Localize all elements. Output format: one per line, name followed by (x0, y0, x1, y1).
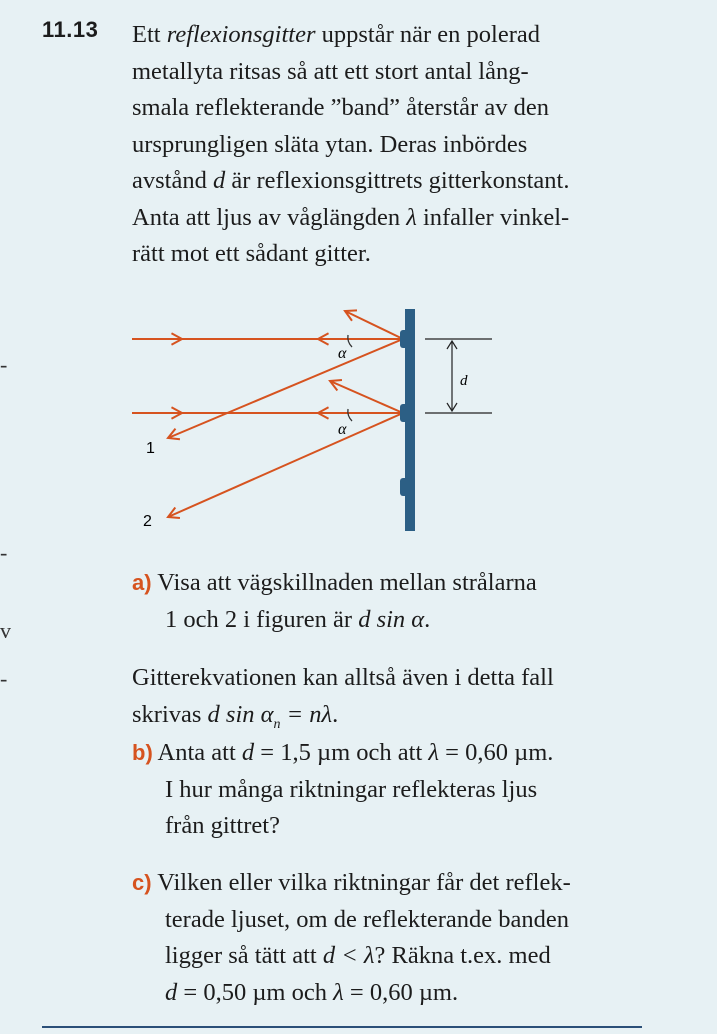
problem-number: 11.13 (42, 17, 99, 42)
part-b-line-3: från gittret? (165, 812, 280, 839)
part-c-label: c) (132, 870, 152, 895)
alpha-label-upper: α (338, 345, 347, 362)
light-rays (132, 310, 403, 518)
part-b-line-2: I hur många riktningar reflekteras ljus (165, 775, 538, 803)
angle-arc-lower (348, 409, 352, 421)
reflection-grating-figure (0, 295, 560, 535)
ray-1-label: 1 (146, 440, 155, 457)
part-a-line-2: 1 och 2 i figuren är d sin α. (165, 605, 431, 633)
margin-mark: - (0, 352, 8, 377)
grating-equation-note (132, 660, 692, 743)
margin-mark: v (0, 618, 11, 643)
part-a-label: a) (132, 570, 152, 595)
part-c (132, 865, 692, 1011)
problem-intro (132, 17, 692, 273)
part-b (132, 735, 692, 845)
part-a (132, 565, 692, 638)
ray-2-label: 2 (143, 513, 152, 530)
intro-line-5: avstånd d är reflexionsgittrets gitterkonstant. (132, 167, 570, 194)
ray-2 (168, 413, 403, 517)
intro-line-1: Ett reflexionsgitter uppstår när en polerad (132, 21, 541, 48)
note-line-1: Gitterekvationen kan alltså även i detta fall (132, 664, 554, 691)
grating (400, 309, 415, 531)
d-label: d (460, 373, 468, 389)
diffracted-short-lower (330, 381, 403, 413)
angle-arc-upper (348, 335, 352, 347)
intro-line-6: Anta att ljus av våglängden λ infaller vinkel- (132, 203, 570, 231)
intro-line-7: rätt mot ett sådant gitter. (132, 240, 371, 267)
note-line-2: skrivas d $\sin \alpha_n = n\lambda$. (132, 700, 339, 732)
ray-1 (168, 339, 403, 438)
part-b-line-1: b) Anta att d = 1,5 µm och att λ = 0,60 µm. (132, 739, 554, 766)
margin-mark: - (0, 540, 8, 565)
part-c-line-1: c) Vilken eller vilka riktningar får det reflek- (132, 869, 571, 896)
part-c-line-4: d = 0,50 µm och λ = 0,60 µm. (165, 978, 459, 1006)
diffracted-short-upper (345, 311, 403, 339)
part-c-line-3: ligger så tätt att d < λ? Räkna t.ex. med (165, 942, 551, 969)
bottom-rule (42, 1026, 642, 1028)
reflecting-band-2 (400, 404, 410, 422)
part-a-line-1: a) Visa att vägskillnaden mellan strålarna (132, 569, 537, 596)
part-b-label: b) (132, 740, 153, 765)
grating-constant-dimension (425, 339, 492, 413)
reflecting-band-3 (400, 478, 410, 496)
intro-line-3: smala reflekterande ”band” återstår av den (132, 94, 549, 121)
reflecting-band-1 (400, 330, 410, 348)
margin-mark: - (0, 666, 8, 691)
intro-line-2: metallyta ritsas så att ett stort antal lång- (132, 57, 529, 85)
part-c-line-2: terade ljuset, om de reflekterande banden (165, 905, 570, 933)
intro-line-4: ursprungligen släta ytan. Deras inbördes (132, 130, 528, 158)
alpha-label-lower: α (338, 421, 347, 438)
